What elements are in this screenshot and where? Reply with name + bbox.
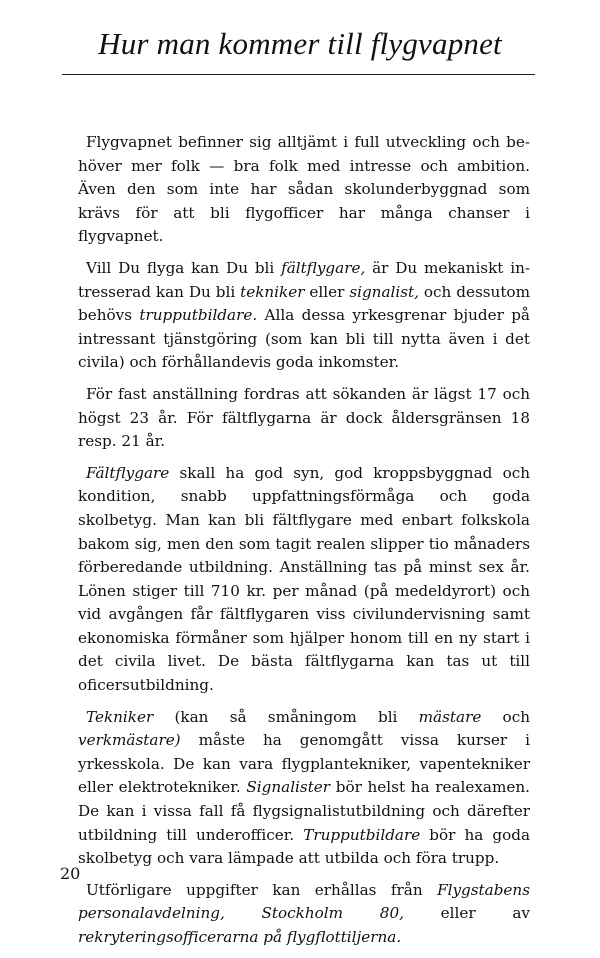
text-run: För fast anställning fordras att sökanden är lägst 17 och högst 23 år. För fältflygarna är dock åldersgränsen 18 resp. 21 år. (78, 384, 530, 451)
text-run: och dessutom behövs (78, 282, 530, 325)
text-run: och (481, 707, 530, 726)
text-run: eller av (403, 904, 530, 923)
text-run: är Du mekaniskt intresserad kan Du bli (78, 258, 530, 301)
page-title: Hur man kommer till flygvapnet (98, 26, 502, 61)
text-run: (kan så småningom bli (153, 707, 419, 726)
italic-text: Tekniker (86, 707, 154, 726)
italic-text: Trupputbildare (303, 825, 421, 844)
italic-text: Flygstabens personalavdelning, Stockholm 80, (78, 880, 530, 923)
text-run: Utförligare uppgifter kan erhållas från (86, 880, 438, 899)
paragraph (78, 879, 530, 950)
italic-text: mästare (418, 707, 482, 726)
italic-text: tekniker (240, 282, 305, 301)
body-text (78, 131, 530, 958)
paragraph (78, 462, 530, 698)
page-number: 20 (60, 864, 81, 883)
text-run: Alla dessa yrkesgrenar bjuder på intressant tjänstgöring (som kan bli till nytta även i det civila) och förhållandevis goda inkomster. (78, 306, 530, 372)
italic-text: rekryteringsofficerarna på flygflottiljerna. (78, 928, 402, 946)
text-run: skall ha god syn, god kroppsbyggnad och kondition, snabb uppfattningsförmåga och goda skolbetyg. Man kan bli fältflygare med enbart folkskola bakom sig, men den som tagit realen slipper tio månaders förberedande utbildning. Anställning tas på minst sex år. Lönen stiger till 710 kr. per månad (på medeldyrort) och vid avgången får fältflygaren viss civilundervisning samt ekonomiska förmåner som hjälper honom till en ny start i det civila livet. De bästa fältflygarna kan tas ut till oficersutbildning. (78, 463, 530, 695)
paragraph (78, 706, 530, 871)
italic-text: signalist, (349, 282, 419, 301)
text-run: Vill Du flyga kan Du bli (86, 258, 282, 277)
text-run: måste ha genomgått vissa kurser i yrkesskola. De kan vara flygplantekniker, vapentekniker eller elektrotekniker. (78, 731, 530, 797)
paragraph (78, 257, 530, 375)
italic-text: verkmästare) (78, 731, 181, 750)
italic-text: Signalister (246, 778, 331, 797)
text-run: Flygvapnet befinner sig alltjämt i full utveckling och behöver mer folk — bra folk med intresse och ambition. Även den som inte har sådan skolunderbyggnad som krävs för att bli flygofficer har många chanser i flygvapnet. (78, 133, 530, 246)
text-run: bör helst ha realexamen. De kan i vissa fall få flygsignalistutbildning och därefter utbildning till underofficer. (78, 778, 530, 844)
italic-text: Fältflygare (86, 463, 170, 482)
title-rule (62, 74, 535, 75)
paragraph (78, 131, 530, 249)
italic-text: trupputbildare. (139, 306, 258, 325)
text-run: bör ha goda skolbetyg och vara lämpade att utbilda och föra trupp. (78, 825, 530, 868)
italic-text: fältflygare, (281, 258, 366, 277)
paragraph (78, 383, 530, 454)
text-run: eller (304, 282, 350, 301)
